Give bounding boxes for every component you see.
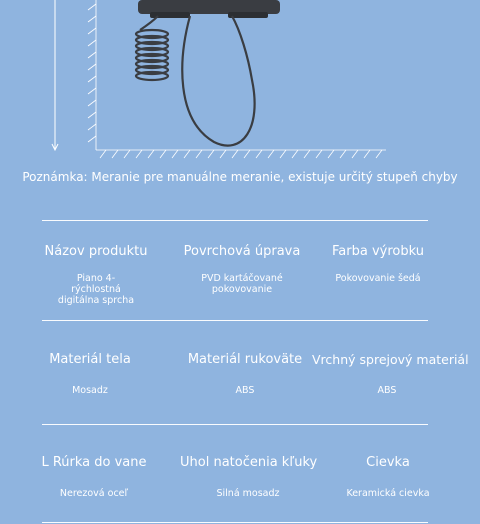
spec-label: L Rúrka do vane	[41, 455, 147, 470]
spec-item	[34, 455, 154, 499]
spec-value: ABS	[235, 385, 255, 396]
coiled-hose	[136, 16, 168, 80]
spec-label: Názov produktu	[44, 244, 148, 259]
divider	[42, 220, 428, 221]
floor-hatching	[96, 150, 386, 158]
spec-value: Keramická cievka	[346, 488, 430, 499]
spec-label: Farba výrobku	[332, 244, 424, 259]
mixer-body	[138, 0, 280, 18]
spec-label: Materiál tela	[49, 352, 131, 367]
spec-item	[328, 455, 448, 499]
spec-value: Mosadz	[72, 385, 108, 396]
spec-item	[30, 352, 150, 396]
divider	[42, 522, 428, 523]
measurement-note: Poznámka: Meranie pre manuálne meranie, existuje určitý stupeň chyby	[22, 170, 458, 184]
spec-value: Piano 4-rýchlostná digitálna sprcha	[57, 273, 135, 306]
spec-value: Silná mosadz	[216, 488, 280, 499]
shower-mixer-illustration	[0, 0, 480, 165]
spec-value: Nerezová oceľ	[59, 488, 129, 499]
dimension-arrow-icon	[52, 0, 58, 150]
spec-item	[180, 455, 316, 499]
spec-label: Cievka	[366, 455, 410, 470]
divider	[42, 424, 428, 425]
spec-label: Materiál rukoväte	[187, 352, 303, 367]
spec-item	[312, 352, 469, 396]
spec-item	[180, 244, 304, 295]
spec-label: Uhol natočenia kľuky	[180, 455, 318, 470]
shower-hose	[182, 16, 254, 146]
spec-label: Vrchný sprejový materiál	[312, 352, 469, 367]
wall-hatching	[88, 0, 96, 150]
spec-item	[36, 244, 156, 306]
spec-value: ABS	[377, 385, 397, 396]
divider	[42, 320, 428, 321]
spec-label: Povrchová úprava	[183, 244, 301, 259]
spec-item	[178, 352, 312, 396]
spec-value: PVD kartáčované pokovovanie	[201, 273, 283, 295]
spec-value: Pokovovanie šedá	[335, 273, 421, 284]
spec-item	[318, 244, 438, 284]
